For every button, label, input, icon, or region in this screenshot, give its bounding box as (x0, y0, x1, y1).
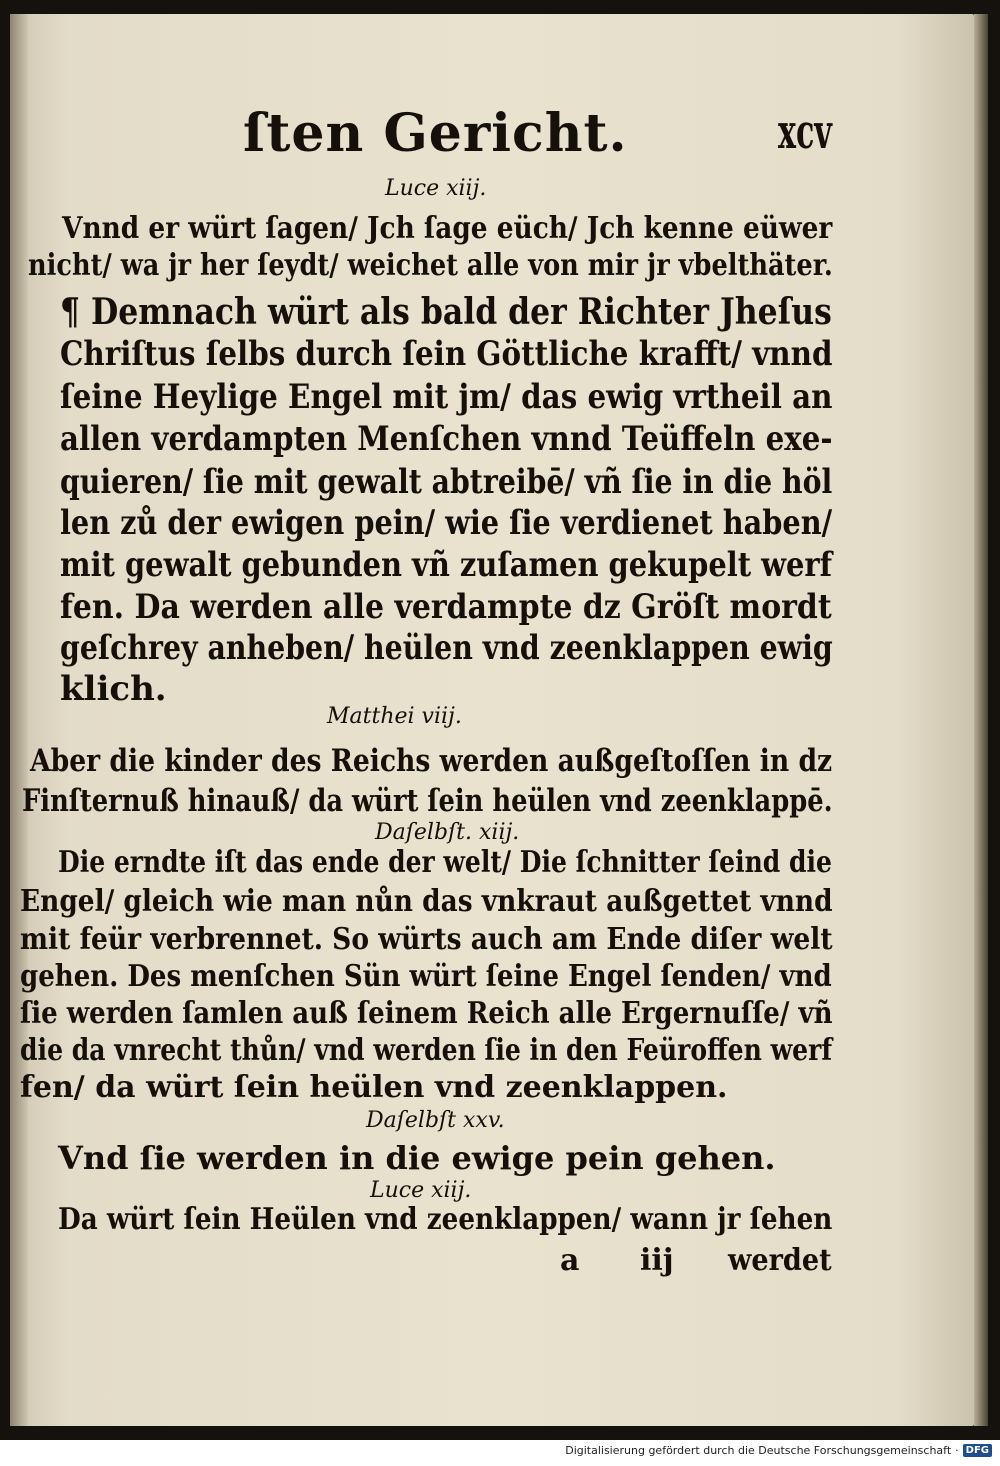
text-line: Finſternuß hinauß/ da würt ſein heülen vnd zeenklappē. (22, 783, 833, 819)
text-line: ſie werden ſamlen auß ſeinem Reich alle Ergernuſſe/ vñ (20, 996, 833, 1031)
scripture-reference: Daſelbſt xxv. (366, 1108, 505, 1133)
credit-text: Digitalisierung gefördert durch die Deutsche Forschungsgemeinschaft (565, 1444, 952, 1457)
dfg-logo-icon: DFG (963, 1444, 992, 1457)
page-edge-shadow (974, 14, 988, 1426)
text-line: Engel/ gleich wie man nůn das vnkraut außgettet vnnd (20, 884, 833, 919)
signature-mark: a (560, 1243, 580, 1278)
text-line: allen verdampten Menſchen vnnd Teüffeln exe- (60, 419, 833, 459)
text-line: geſchrey anheben/ heülen vnd zeenklappen ewig (60, 628, 833, 668)
scripture-reference: Daſelbſt. xiij. (375, 820, 520, 845)
text-line: fen/ da würt ſein heülen vnd zeenklappen. (20, 1070, 728, 1105)
scripture-reference: Luce xiij. (385, 176, 487, 201)
text-line: Vnd ſie werden in die ewige pein gehen. (58, 1139, 776, 1177)
folio-number: xcv (778, 104, 832, 160)
text-line: Chriſtus ſelbs durch ſein Göttliche krafft/ vnnd (60, 334, 833, 374)
running-head: ſten Gericht. (243, 103, 628, 164)
text-line: fen. Da werden alle verdampte dz Gröſt mordt (60, 587, 832, 627)
digitization-credit (565, 1444, 992, 1457)
text-line: Aber die kinder des Reichs werden außgeſtoſſen in dz (30, 743, 833, 779)
text-line: nicht/ wa jr her ſeydt/ weichet alle von mir jr vbelthäter. (28, 248, 833, 283)
scripture-reference: Luce xiij. (370, 1178, 472, 1203)
text-line: ſeine Heylige Engel mit jm/ das ewig vrtheil an (60, 377, 833, 417)
text-line: klich. (60, 669, 167, 709)
text-line: mit gewalt gebunden vñ zuſamen gekupelt werf (60, 545, 833, 585)
text-line: ¶ Demnach würt als bald der Richter Jheſus (60, 291, 832, 333)
text-line: mit feür verbrennet. So würts auch am Ende diſer welt (20, 922, 833, 957)
text-line: Da würt ſein Heülen vnd zeenklappen/ wann jr ſehen (58, 1202, 833, 1237)
text-line: gehen. Des menſchen Sün würt ſeine Engel ſenden/ vnd (20, 959, 832, 994)
catchword: werdet (728, 1243, 832, 1278)
text-line: quieren/ ſie mit gewalt abtreibē/ vñ ſie in die höl (60, 462, 833, 502)
scripture-reference: Matthei viij. (327, 704, 462, 729)
text-line: die da vnrecht thůn/ vnd werden ſie in den Feüroffen werf (20, 1033, 833, 1068)
signature-number: iij (640, 1243, 674, 1278)
credit-separator: · (955, 1444, 959, 1457)
text-line: Vnnd er würt ſagen/ Jch ſage eüch/ Jch kenne eüwer (62, 211, 833, 246)
text-line: len zů der ewigen pein/ wie ſie verdienet haben/ (60, 503, 833, 543)
page-gutter-shadow (10, 14, 28, 1426)
text-line: Die erndte iſt das ende der welt/ Die ſchnitter ſeind die (58, 845, 832, 880)
